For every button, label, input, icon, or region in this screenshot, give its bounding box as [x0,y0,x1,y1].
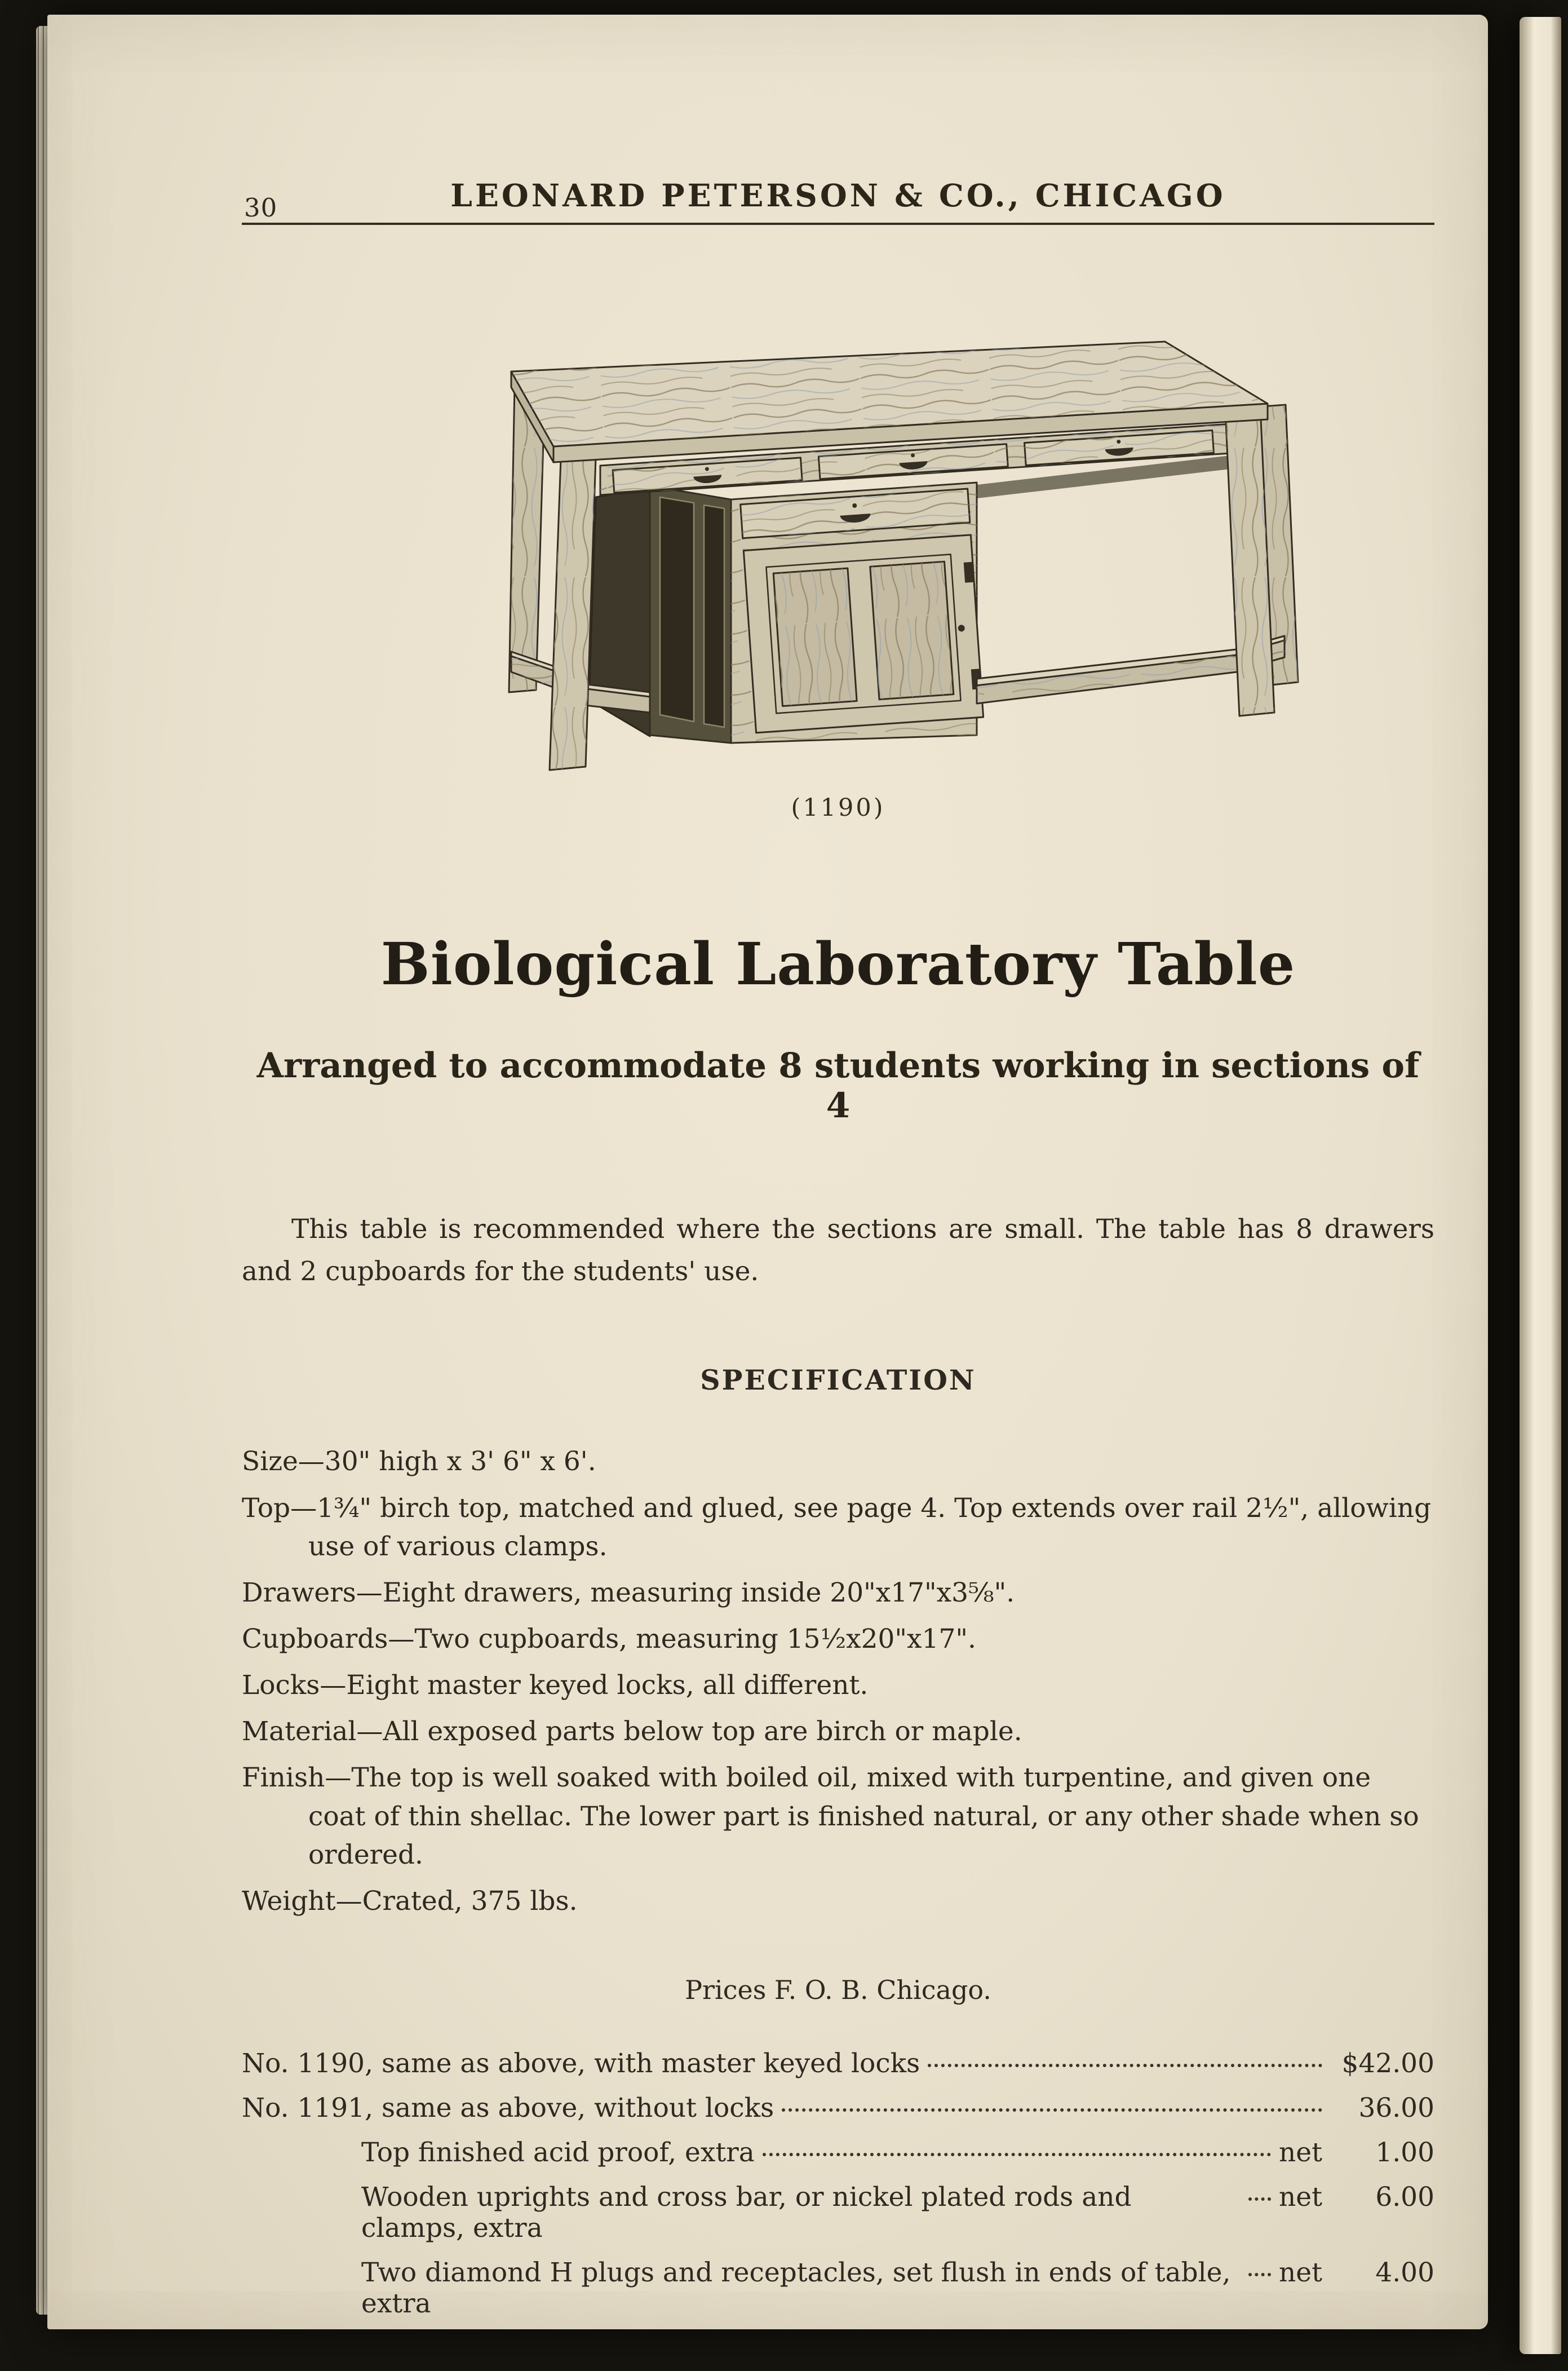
table-figure [242,318,1434,822]
spec-item: Size—30" high x 3' 6" x 6'. [242,1446,596,1478]
price-item-text: No. 1191, same as above, without locks [242,2092,774,2124]
spec-item: Finish—The top is well soaked with boiled oil, mixed with turpentine, and given one coat of thin shellac. The lower part is finished natural, or any other shade when so ordered. [242,1762,1419,1870]
price-value: 4.00 [1375,2257,1434,2288]
price-value: $42.00 [1341,2047,1434,2079]
price-item-text: Two diamond H plugs and receptacles, set flush in ends of table, extra [361,2257,1231,2319]
spec-item: Locks—Eight master keyed locks, all different. [242,1670,869,1701]
laboratory-table-illustration [336,318,1340,780]
catalog-page [47,15,1488,2329]
price-net-label: net [1279,2136,1322,2168]
price-value: 36.00 [1358,2092,1434,2124]
figure-caption: (1190) [791,794,885,822]
price-row [242,2137,1434,2168]
spec-item: Weight—Crated, 375 lbs. [242,1885,578,1917]
spec-item: Drawers—Eight drawers, measuring inside 20"x17"x3⅝". [242,1577,1015,1608]
company-header: LEONARD PETERSON & CO., CHICAGO [450,177,1226,214]
page-number: 30 [244,193,278,223]
price-item-text: No. 1190, same as above, with master keyed locks [242,2047,920,2079]
price-row [242,2257,1434,2319]
price-value: 1.00 [1375,2136,1434,2168]
page-stack-edge [36,26,48,2315]
product-subtitle: Arranged to accommodate 8 students working in sections of 4 [256,1046,1420,1126]
dot-leader [1248,2197,1271,2201]
product-title: Biological Laboratory Table [380,930,1296,998]
prices-heading: Prices F. O. B. Chicago. [685,1974,991,2005]
price-row [242,2182,1434,2244]
price-row [242,2093,1434,2124]
dot-leader [928,2064,1322,2067]
specification-heading: SPECIFICATION [700,1364,976,1397]
price-item-text: Wooden uprights and cross bar, or nickel plated rods and clamps, extra [361,2181,1132,2244]
price-row [242,2048,1434,2079]
specification-list [242,1443,1434,1921]
next-page-edge [1520,17,1561,2354]
page-content [47,15,1488,2319]
price-item-text: Top finished acid proof, extra [361,2136,755,2168]
price-list [242,2048,1434,2319]
spec-item: Material—All exposed parts below top are birch or maple. [242,1716,1022,1748]
price-value: 6.00 [1375,2181,1434,2213]
spec-item: Cupboards—Two cupboards, measuring 15½x20"x17". [242,1623,976,1655]
dot-leader [763,2153,1271,2156]
dot-leader [782,2108,1322,2112]
price-net-label: net [1279,2181,1322,2213]
masthead [242,15,1434,225]
intro-paragraph: This table is recommended where the sections are small. The table has 8 drawers and 2 cupboards for the students' use. [242,1214,1434,1288]
dot-leader [1248,2273,1271,2276]
price-net-label: net [1279,2257,1322,2288]
spec-item: Top—1¾" birch top, matched and glued, see page 4. Top extends over rail 2½", allowing use of various clamps. [242,1492,1432,1562]
header-rule [242,223,1434,225]
